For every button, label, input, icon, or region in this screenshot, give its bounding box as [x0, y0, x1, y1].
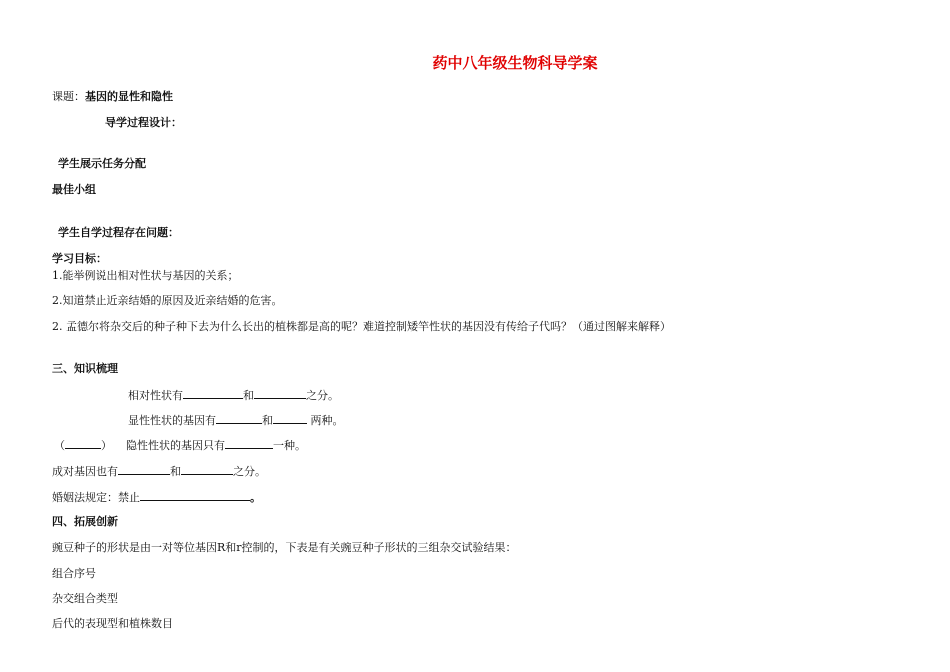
fill-blank[interactable] [254, 388, 306, 399]
knowledge-line-relative-traits: 相对性状有 和 之分。 [128, 389, 339, 402]
knowledge-line-marriage-law: 婚姻法规定：禁止 。 [52, 491, 261, 504]
extend-paragraph: 豌豆种子的形状是由一对等位基因R和r控制的，下表是有关豌豆种子形状的三组杂交试验结果： [52, 541, 517, 554]
fill-blank[interactable] [225, 438, 273, 449]
knowledge-heading: 三、知识梳理 [52, 362, 118, 375]
topic-value: 基因的显性和隐性 [85, 90, 173, 103]
fill-blank[interactable] [273, 413, 307, 424]
task-heading: 学生展示任务分配 [58, 157, 146, 170]
table-label: 组合序号 [52, 567, 96, 580]
fill-blank[interactable] [181, 464, 233, 475]
fill-blank[interactable] [140, 490, 250, 501]
table-label: 杂交组合类型 [52, 592, 118, 605]
knowledge-line-dominant-genes: 显性性状的基因有 和 两种。 [128, 414, 344, 427]
goal-item: 2.知道禁止近亲结婚的原因及近亲结婚的危害。 [52, 294, 283, 307]
topic-label: 课题： [52, 90, 85, 103]
fill-blank[interactable] [183, 388, 243, 399]
goal-item: 2. 孟德尔将杂交后的种子种下去为什么长出的植株都是高的呢？难道控制矮竿性状的基因没有传给子代吗？（通过图解来解释） [52, 320, 671, 333]
goal-item: 1.能举例说出相对性状与基因的关系； [52, 269, 239, 282]
goals-heading: 学习目标： [52, 252, 107, 265]
lesson-topic [52, 90, 173, 104]
fill-blank[interactable] [65, 438, 101, 449]
fill-blank[interactable] [216, 413, 262, 424]
knowledge-line-recessive-genes: （ ） 隐性性状的基因只有 一种。 [54, 439, 306, 452]
best-group-heading: 最佳小组 [52, 183, 96, 196]
problems-heading: 学生自学过程存在问题： [58, 226, 179, 239]
knowledge-line-paired-genes: 成对基因也有 和 之分。 [52, 465, 266, 478]
fill-blank[interactable] [118, 464, 170, 475]
extend-heading: 四、拓展创新 [52, 515, 118, 528]
document-title: 药中八年级生物科导学案 [432, 54, 598, 72]
table-label: 后代的表现型和植株数目 [52, 617, 173, 630]
design-heading: 导学过程设计： [105, 116, 182, 129]
